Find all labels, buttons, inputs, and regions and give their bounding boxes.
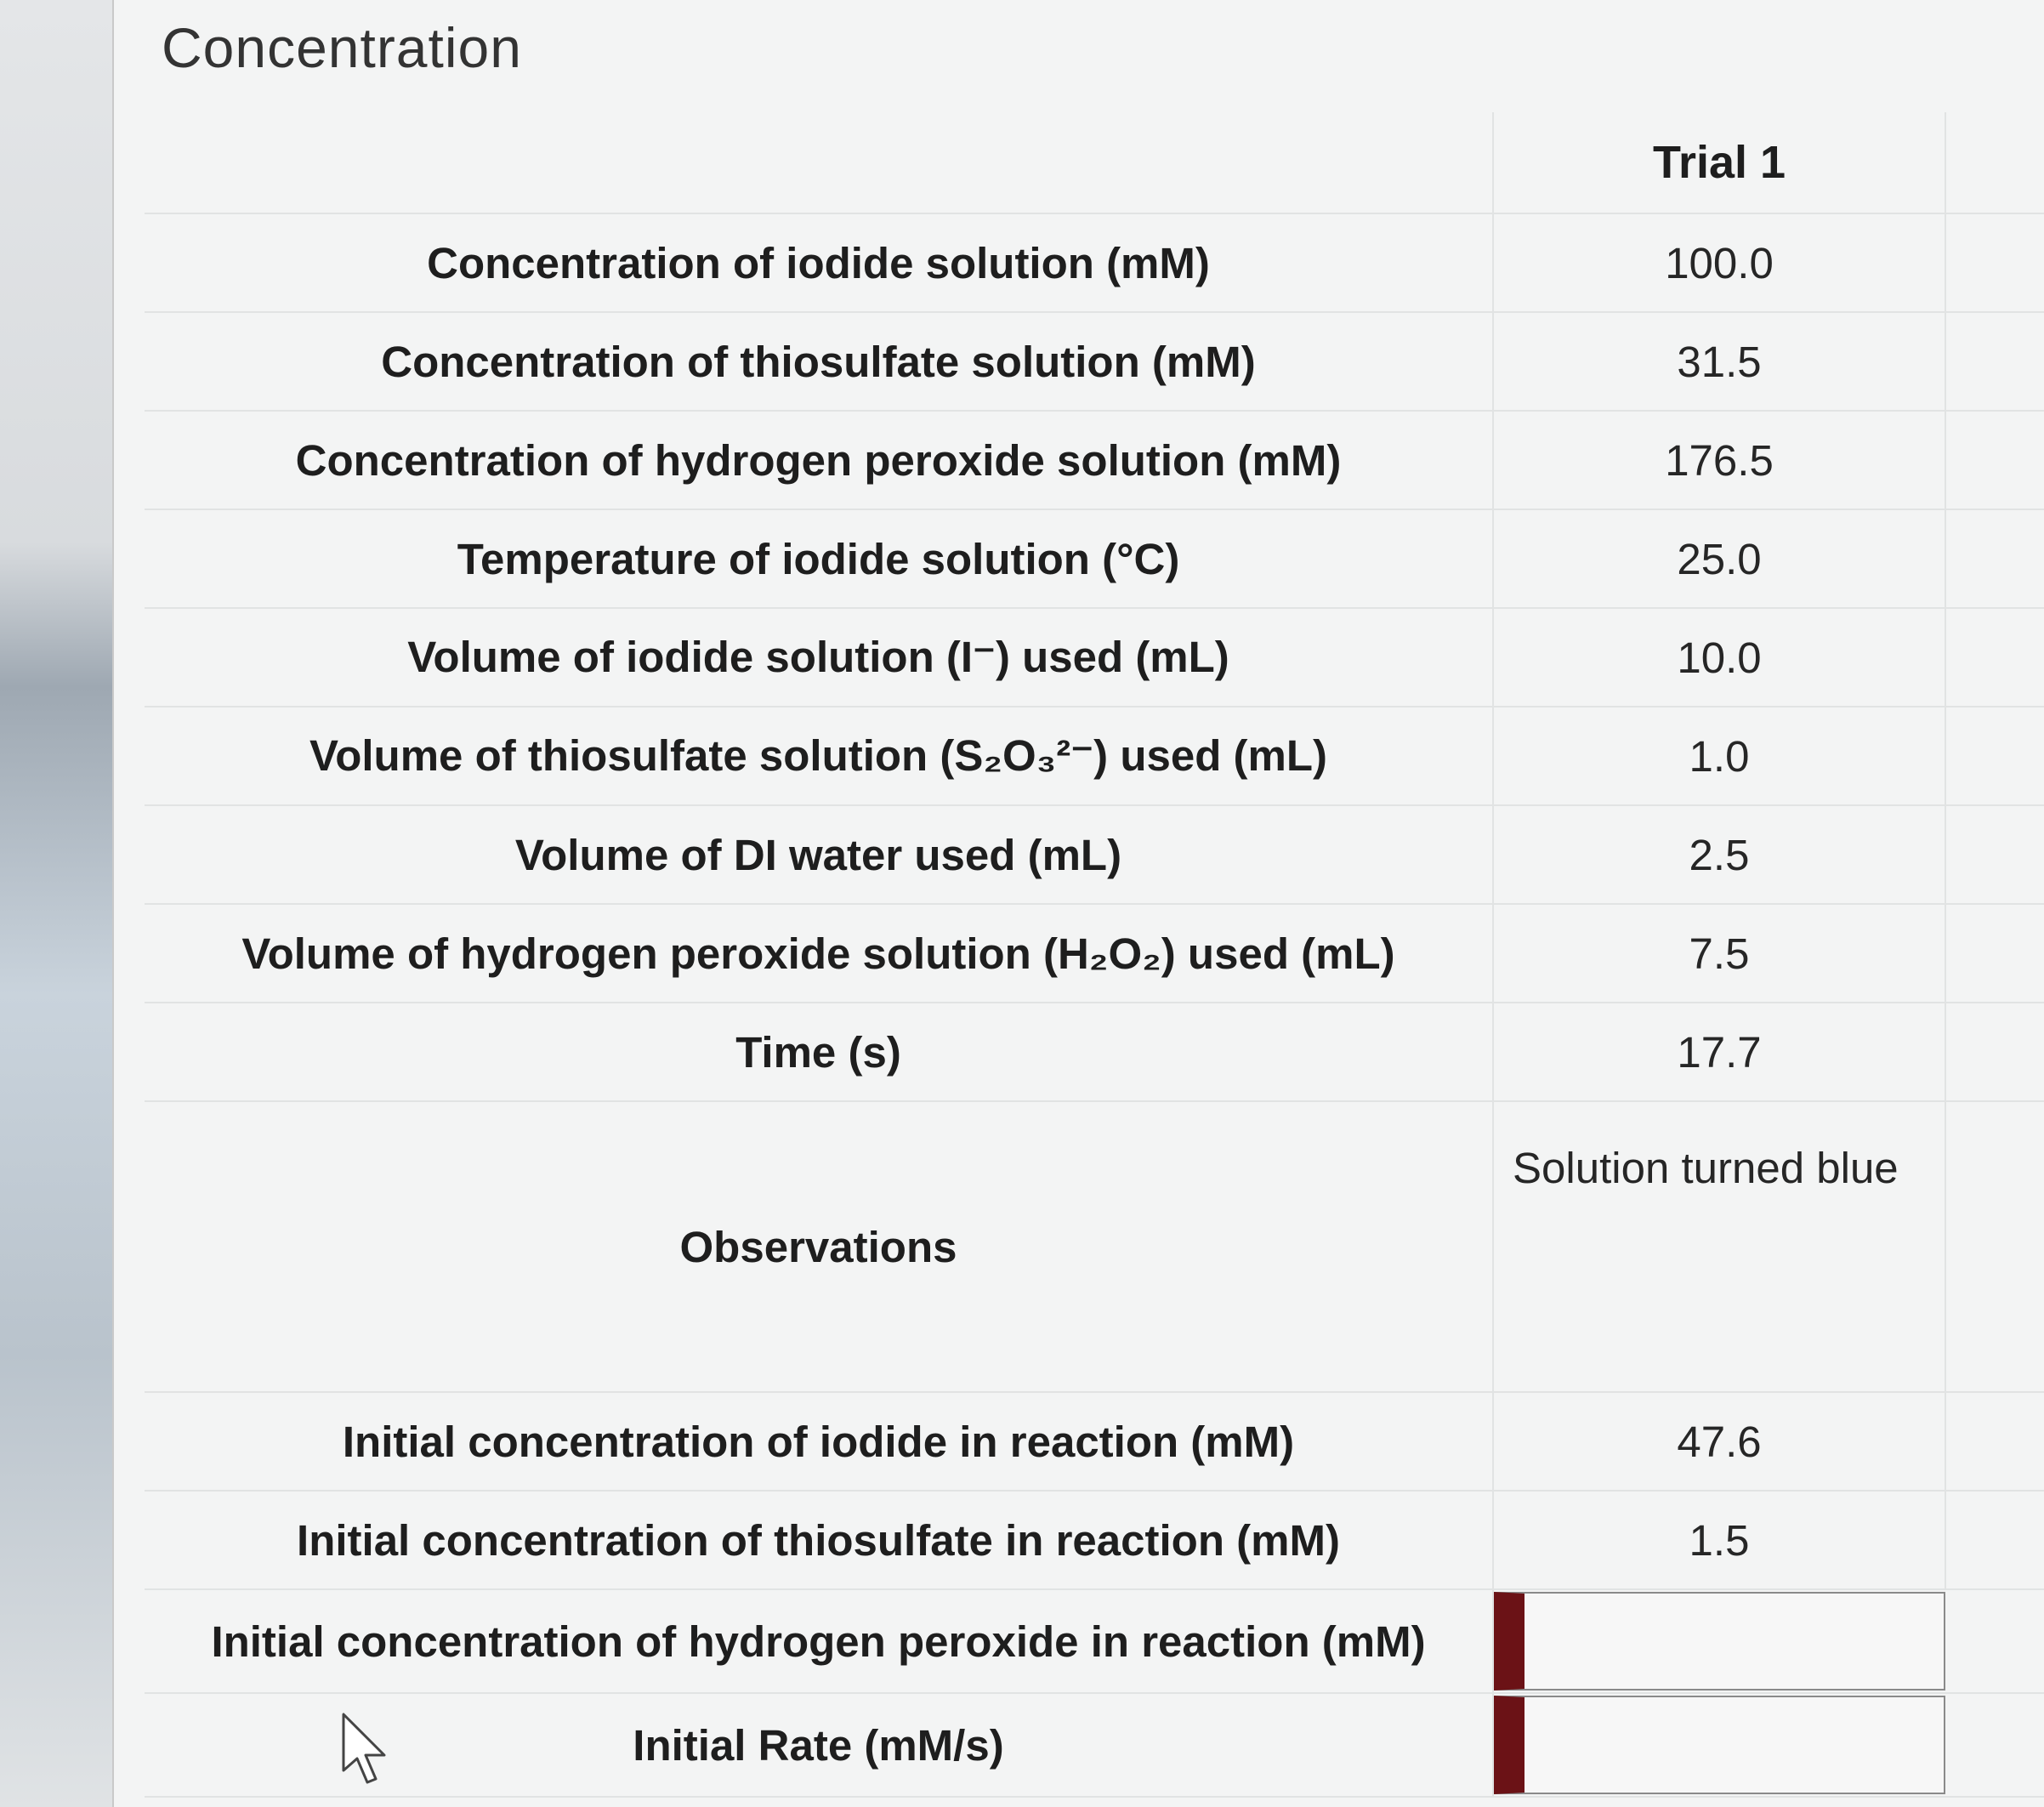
observations-label: Observations xyxy=(145,1101,1493,1392)
row-label: Time (s) xyxy=(145,1003,1493,1101)
row-label: Concentration of thiosulfate solution (mM) xyxy=(145,312,1493,411)
table-row xyxy=(145,1392,2044,1491)
h2o2-concentration-row xyxy=(145,1589,2044,1693)
row-value: 47.6 xyxy=(1493,1392,1945,1491)
row-label: Initial Rate (mM/s) xyxy=(145,1693,1493,1797)
row-value: 17.7 xyxy=(1493,1003,1945,1101)
table-row xyxy=(145,608,2044,707)
row-label: Volume of DI water used (mL) xyxy=(145,805,1493,904)
initial-rate-row xyxy=(145,1693,2044,1797)
row-value: 1.0 xyxy=(1493,707,1945,805)
table-row xyxy=(145,1491,2044,1589)
row-label: Volume of iodide solution (I⁻) used (mL) xyxy=(145,608,1493,707)
row-value: 25.0 xyxy=(1493,509,1945,608)
row-label: Concentration of iodide solution (mM) xyxy=(145,213,1493,312)
row-value: 10.0 xyxy=(1493,608,1945,707)
mouse-pointer-icon xyxy=(340,1711,391,1787)
table-header-row xyxy=(145,112,2044,213)
row-label: Initial concentration of iodide in reaction (mM) xyxy=(145,1392,1493,1491)
row-value: 2.5 xyxy=(1493,805,1945,904)
table-row xyxy=(145,213,2044,312)
row-label: Volume of hydrogen peroxide solution (H₂O₂) used (mL) xyxy=(145,904,1493,1003)
table-row xyxy=(145,1003,2044,1101)
observations-row xyxy=(145,1101,2044,1392)
trial-1-header: Trial 1 xyxy=(1493,112,1945,213)
observations-value: Solution turned blue xyxy=(1493,1101,1945,1392)
h2o2-concentration-input[interactable] xyxy=(1494,1592,1945,1691)
concentration-panel xyxy=(112,0,2044,1807)
section-title: Concentration xyxy=(162,16,522,79)
table-row xyxy=(145,312,2044,411)
concentration-table xyxy=(145,112,2044,1798)
row-value: 100.0 xyxy=(1493,213,1945,312)
row-label: Volume of thiosulfate solution (S₂O₃²⁻) used (mL) xyxy=(145,707,1493,805)
row-value: 1.5 xyxy=(1493,1491,1945,1589)
row-label: Initial concentration of hydrogen peroxide in reaction (mM) xyxy=(145,1589,1493,1693)
initial-rate-input[interactable] xyxy=(1494,1696,1945,1794)
row-value: 7.5 xyxy=(1493,904,1945,1003)
table-row xyxy=(145,707,2044,805)
row-label: Concentration of hydrogen peroxide solution (mM) xyxy=(145,411,1493,509)
background-edge xyxy=(0,0,112,1807)
table-row xyxy=(145,904,2044,1003)
table-row xyxy=(145,509,2044,608)
header-blank-cell xyxy=(145,112,1493,213)
table-row xyxy=(145,805,2044,904)
row-value: 176.5 xyxy=(1493,411,1945,509)
row-label: Initial concentration of thiosulfate in reaction (mM) xyxy=(145,1491,1493,1589)
row-value: 31.5 xyxy=(1493,312,1945,411)
row-label: Temperature of iodide solution (°C) xyxy=(145,509,1493,608)
table-row xyxy=(145,411,2044,509)
